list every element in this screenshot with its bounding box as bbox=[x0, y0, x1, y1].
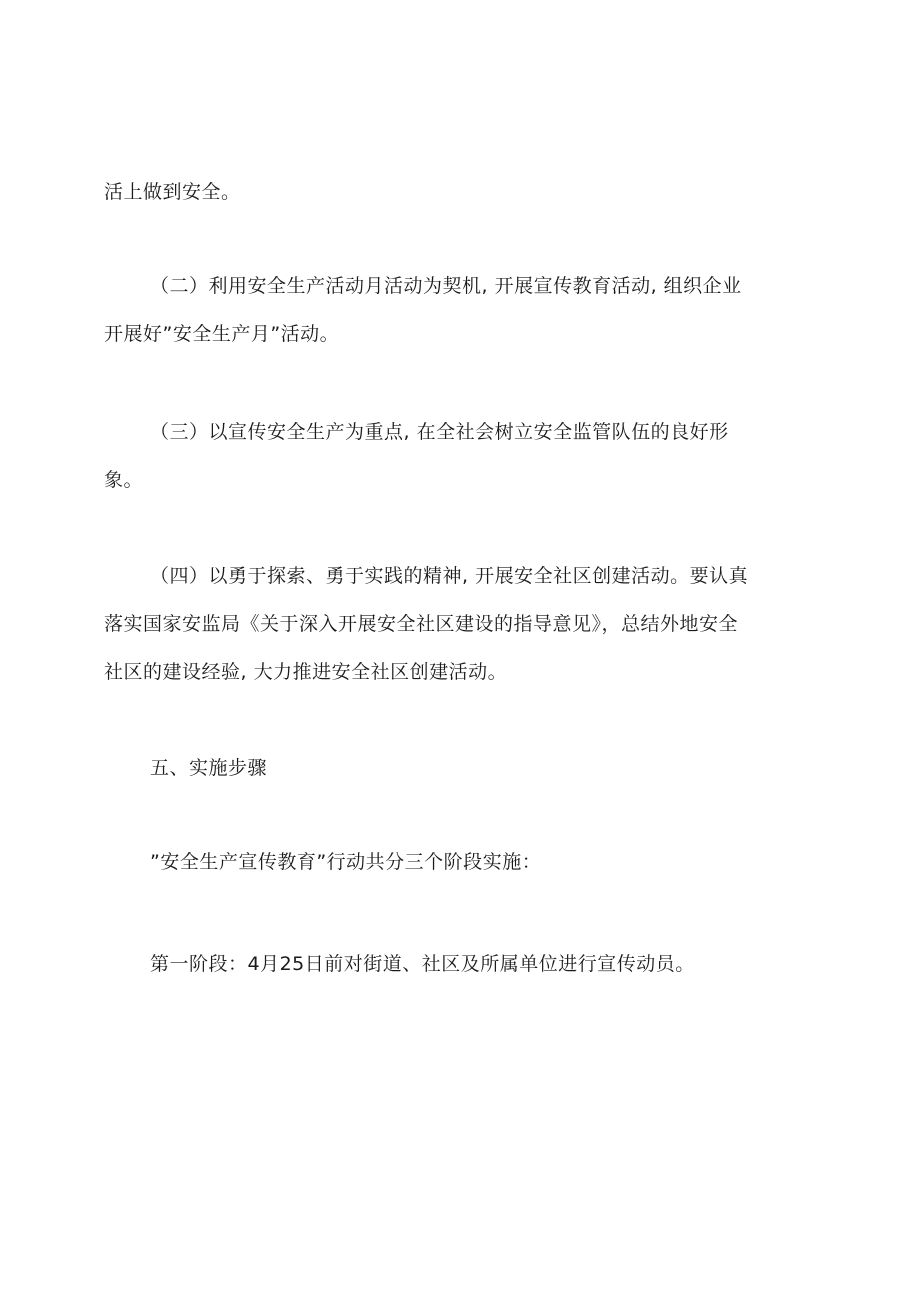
paragraph-continuation bbox=[104, 168, 824, 216]
text-line: 开展好”安全生产月”活动。 bbox=[104, 323, 340, 345]
section-heading bbox=[104, 744, 824, 792]
text-line: 社区的建设经验, 大力推进安全社区创建活动。 bbox=[104, 661, 508, 683]
text-line: （三）以宣传安全生产为重点, 在全社会树立安全监管队伍的良好形 bbox=[150, 421, 729, 443]
text-line: 落实国家安监局《关于深入开展安全社区建设的指导意见》，总结外地安全 bbox=[104, 613, 739, 635]
text-line: 象。 bbox=[104, 469, 144, 491]
heading-text: 五、实施步骤 bbox=[150, 757, 268, 779]
paragraph-item-2 bbox=[104, 262, 824, 358]
text-line: （四）以勇于探索、勇于实践的精神, 开展安全社区创建活动。要认真 bbox=[150, 565, 749, 587]
text-line: ”安全生产宣传教育”行动共分三个阶段实施： bbox=[150, 851, 542, 873]
paragraph-item-3 bbox=[104, 408, 824, 504]
paragraph-intro bbox=[104, 838, 824, 886]
text-line: （二）利用安全生产活动月活动为契机, 开展宣传教育活动, 组织企业 bbox=[150, 275, 742, 297]
paragraph-stage-1 bbox=[104, 940, 824, 988]
text-line: 活上做到安全。 bbox=[104, 181, 241, 203]
paragraph-item-4 bbox=[104, 552, 824, 696]
text-line: 第一阶段：4月25日前对街道、社区及所属单位进行宣传动员。 bbox=[150, 953, 695, 975]
